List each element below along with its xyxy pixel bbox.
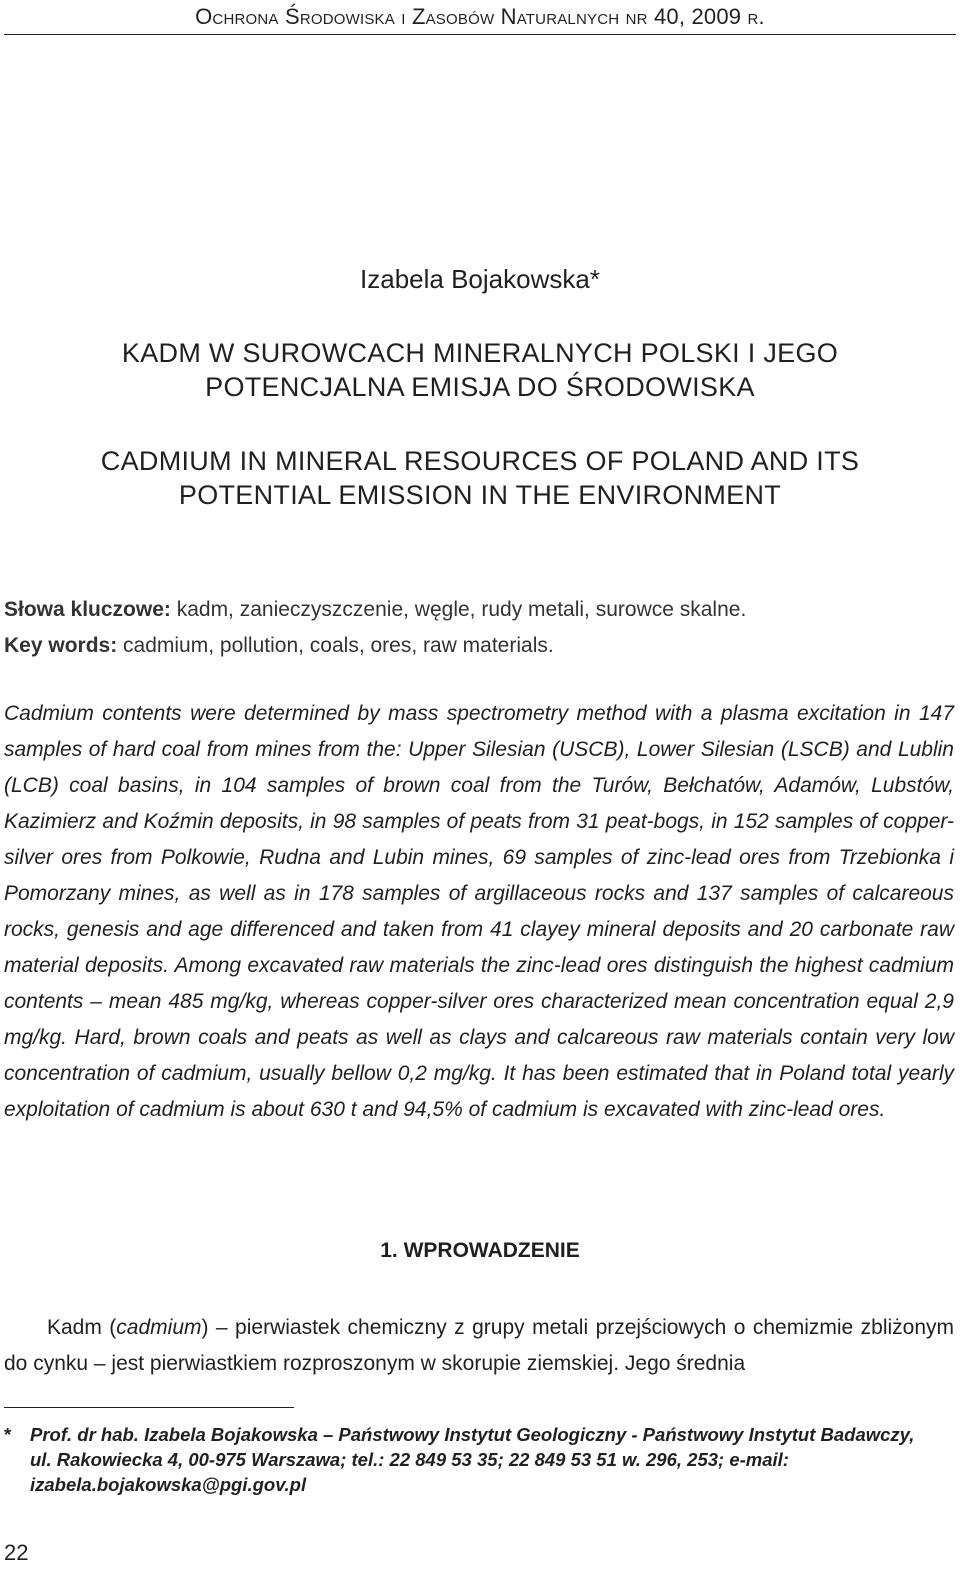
keywords-english <box>4 628 956 664</box>
title-polish-line-2: POTENCJALNA EMISJA DO ŚRODOWISKA <box>205 372 755 402</box>
intro-text-italic: cadmium <box>116 1316 202 1339</box>
header-rule <box>4 34 956 35</box>
journal-name: Ochrona Środowiska i Zasobów Naturalnych <box>195 4 620 29</box>
journal-header <box>0 4 960 30</box>
keywords-polish-label: Słowa kluczowe: <box>4 598 171 621</box>
footnote <box>4 1422 936 1497</box>
title-english-line-2: POTENTIAL EMISSION IN THE ENVIRONMENT <box>178 480 782 510</box>
footnote-text: Prof. dr hab. Izabela Bojakowska – Państwowy Instytut Geologiczny - Państwowy Instytut Badawczy, ul. Rakowiecka 4, 00-975 Warszawa; tel.: 22 849 53 35; 22 849 53 51 w. 296, 253; e-mail: izabela.bojakowska@pgi.gov.pl <box>30 1424 915 1495</box>
keywords-polish-text: kadm, zanieczyszczenie, węgle, rudy metali, surowce skalne. <box>170 598 747 621</box>
title-english-line-1: CADMIUM IN MINERAL RESOURCES OF POLAND AND ITS <box>100 446 860 476</box>
intro-text-start: Kadm ( <box>47 1316 117 1339</box>
section-heading: 1. WPROWADZENIE <box>380 1239 580 1262</box>
keywords-polish <box>4 592 956 628</box>
title-polish-line-1: KADM W SUROWCACH MINERALNYCH POLSKI I JEGO <box>121 338 839 368</box>
title-english <box>60 444 900 512</box>
author-name: Izabela Bojakowska* <box>360 264 600 294</box>
keywords-english-text: cadmium, pollution, coals, ores, raw materials. <box>117 634 554 657</box>
title-polish <box>60 336 900 404</box>
journal-issue: nr 40, 2009 r. <box>625 4 765 29</box>
keywords-english-label: Key words: <box>4 634 118 657</box>
keywords-block <box>4 592 956 664</box>
footnote-rule <box>4 1407 294 1408</box>
abstract: Cadmium contents were determined by mass spectrometry method with a plasma excitation in 147 samples of hard coal from mines from the: Upper Silesian (USCB), Lower Silesian (LSCB) and Lublin (LCB) coal basins, in 104 samples of brown coal from the Turów, Bełchatów, Adamów, Lubstów, Kazimierz and Koźmin deposits, in 98 samples of peats from 31 peat-bogs, in 152 samples of copper-silver ores from Polkowie, Rudna and Lubin mines, 69 samples of zinc-lead ores from Trzebionka i Pomorzany mines, as well as in 178 samples of argillaceous rocks and 137 samples of calcareous rocks, genesis and age differenced and taken from 41 clayey mineral deposits and 20 carbonate raw material deposits. Among excavated raw materials the zinc-lead ores distinguish the highest cadmium contents – mean 485 mg/kg, whereas copper-silver ores characterized mean concentration equal 2,9 mg/kg. Hard, brown coals and peats as well as clays and calcareous raw materials contain very low concentration of cadmium, usually bellow 0,2 mg/kg. It has been estimated that in Poland total yearly exploitation of cadmium is about 630 t and 94,5% of cadmium is excavated with zinc-lead ores. <box>4 702 954 1121</box>
introduction-paragraph <box>4 1310 954 1382</box>
intro-text-rest: ) – pierwiastek chemiczny z grupy metali przejściowych o chemizmie zbliżonym do cynku – jest pierwiastkiem rozproszonym w skorupie ziemskiej. Jego średnia <box>4 1316 954 1375</box>
page-number: 22 <box>4 1540 29 1565</box>
footnote-mark: * <box>4 1424 12 1445</box>
